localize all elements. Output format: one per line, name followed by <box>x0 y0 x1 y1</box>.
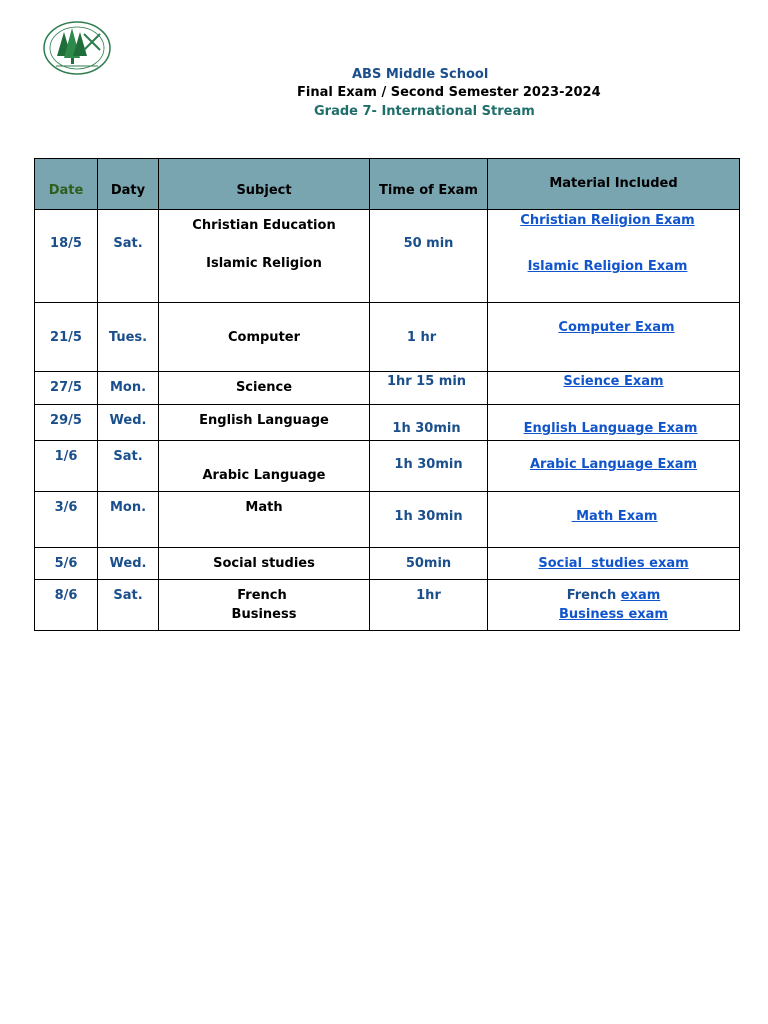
col-header-date: Date <box>35 159 98 210</box>
exam-time: 1hr <box>416 588 441 603</box>
col-header-material: Material Included <box>488 159 740 210</box>
exam-day: Sat. <box>113 588 143 603</box>
exam-time: 50min <box>405 556 452 571</box>
exam-time: 1hr 15 min <box>386 374 467 389</box>
exam-date: 8/6 <box>54 588 78 603</box>
exam-date: 1/6 <box>54 449 78 464</box>
exam-day: Mon. <box>109 380 147 395</box>
table-row <box>35 405 740 441</box>
material-link[interactable]: Business exam <box>559 607 668 622</box>
exam-time: 1h 30min <box>392 421 461 436</box>
exam-day: Wed. <box>109 413 147 428</box>
exam-subject: Social studies <box>213 556 315 571</box>
material-link[interactable]: Math Exam <box>571 509 658 524</box>
exam-date: 27/5 <box>50 380 82 395</box>
exam-time: 1h 30min <box>394 457 463 472</box>
table-header-row <box>35 159 740 210</box>
exam-day: Sat. <box>113 449 143 464</box>
material-link[interactable]: Arabic Language Exam <box>529 457 698 472</box>
exam-date: 5/6 <box>54 556 78 571</box>
exam-subject: Math <box>245 500 283 515</box>
school-name: ABS Middle School <box>352 67 489 82</box>
col-header-time: Time of Exam <box>370 159 488 210</box>
material-link[interactable]: Science Exam <box>563 374 664 389</box>
material-link[interactable]: Christian Religion Exam <box>520 213 695 228</box>
exam-day: Sat. <box>113 236 143 251</box>
exam-date: 18/5 <box>50 236 82 251</box>
col-header-day: Daty <box>98 159 159 210</box>
exam-subject: English Language <box>199 413 329 428</box>
table-row <box>35 372 740 405</box>
material-link[interactable]: Social studies exam <box>538 556 689 571</box>
exam-date: 3/6 <box>54 500 78 515</box>
exam-subject: Computer <box>227 330 301 345</box>
exam-date: 29/5 <box>50 413 82 428</box>
exam-subject: Science <box>235 380 293 395</box>
table-row <box>35 580 740 631</box>
exam-subject: Islamic Religion <box>206 256 322 271</box>
exam-time: 50 min <box>403 236 454 251</box>
exam-subject: Christian Education <box>192 218 336 233</box>
exam-time: 1h 30min <box>394 509 463 524</box>
exam-title: Final Exam / Second Semester 2023-2024 <box>297 85 601 100</box>
table-row <box>35 210 740 303</box>
exam-time: 1 hr <box>406 330 437 345</box>
exam-day: Wed. <box>109 556 147 571</box>
school-logo <box>42 20 112 76</box>
material-link[interactable]: exam <box>620 588 661 603</box>
exam-schedule-table <box>34 158 740 631</box>
exam-day: Tues. <box>108 330 148 345</box>
material-prefix: French <box>566 588 621 603</box>
table-row <box>35 548 740 580</box>
material-link[interactable]: English Language Exam <box>523 421 698 436</box>
col-header-subject: Subject <box>159 159 370 210</box>
material-link[interactable]: Computer Exam <box>558 320 675 335</box>
exam-date: 21/5 <box>50 330 82 345</box>
exam-day: Mon. <box>109 500 147 515</box>
exam-subject: Arabic Language <box>202 468 326 483</box>
grade-stream: Grade 7- International Stream <box>314 104 535 119</box>
material-link[interactable]: Islamic Religion Exam <box>527 259 688 274</box>
table-row <box>35 492 740 548</box>
table-row <box>35 441 740 492</box>
exam-subject: Business <box>231 607 297 622</box>
table-row <box>35 303 740 372</box>
exam-subject: French <box>237 588 287 603</box>
